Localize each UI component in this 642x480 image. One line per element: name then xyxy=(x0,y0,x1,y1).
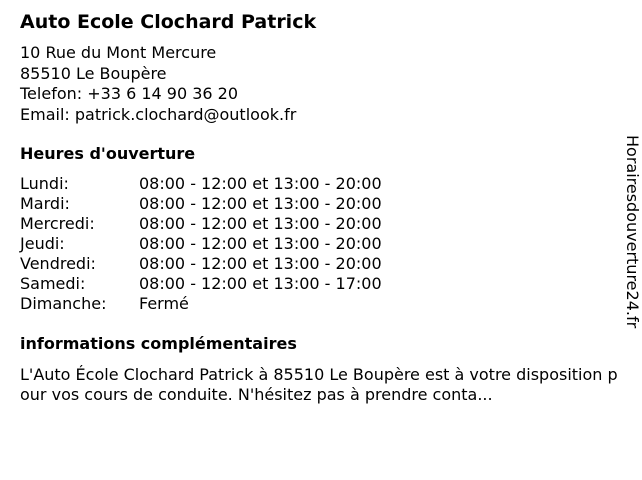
hours-time: 08:00 - 12:00 et 13:00 - 20:00 xyxy=(139,234,382,253)
address-street: 10 Rue du Mont Mercure xyxy=(20,43,217,62)
hours-time: 08:00 - 12:00 et 13:00 - 20:00 xyxy=(139,214,382,233)
hours-time: 08:00 - 12:00 et 13:00 - 20:00 xyxy=(139,254,382,273)
email-address: Email: patrick.clochard@outlook.fr xyxy=(20,104,297,124)
hours-day: Mercredi: xyxy=(20,214,95,233)
hours-time: 08:00 - 12:00 et 13:00 - 17:00 xyxy=(139,274,382,293)
hours-day: Dimanche: xyxy=(20,294,107,313)
address-city: 85510 Le Boupère xyxy=(20,63,167,83)
business-name: Auto Ecole Clochard Patrick xyxy=(20,11,317,33)
additional-info-text: L'Auto École Clochard Patrick à 85510 Le Boupère est à votre disposition pour vos cours de conduite. N'hésitez pas à prendre conta... xyxy=(20,365,618,404)
hours-day: Samedi: xyxy=(20,274,86,293)
site-brand-watermark: Horairesdouverture24.fr xyxy=(623,135,642,329)
opening-hours-heading: Heures d'ouverture xyxy=(20,144,196,163)
hours-time: Fermé xyxy=(139,294,189,313)
hours-day: Mardi: xyxy=(20,194,70,213)
additional-info-heading: informations complémentaires xyxy=(20,334,297,353)
contact-block xyxy=(20,43,296,125)
hours-day: Vendredi: xyxy=(20,254,96,273)
hours-day: Lundi: xyxy=(20,174,69,193)
hours-day: Jeudi: xyxy=(20,234,65,253)
hours-time: 08:00 - 12:00 et 13:00 - 20:00 xyxy=(139,174,382,193)
hours-time: 08:00 - 12:00 et 13:00 - 20:00 xyxy=(139,194,382,213)
phone-number: Telefon: +33 6 14 90 36 20 xyxy=(20,84,239,103)
